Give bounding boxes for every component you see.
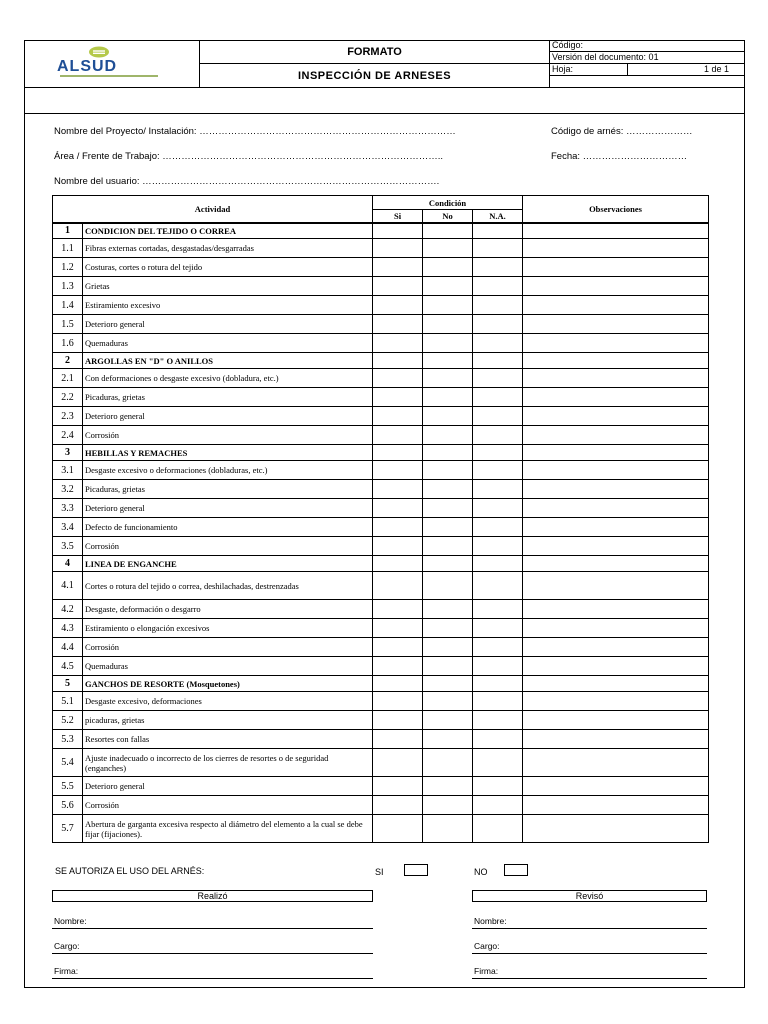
section-row bbox=[53, 353, 709, 369]
table-row bbox=[53, 499, 709, 518]
observaciones-cell[interactable] bbox=[523, 369, 709, 388]
no-cell[interactable] bbox=[423, 572, 473, 600]
item-number: 1.3 bbox=[53, 277, 83, 296]
na-cell[interactable] bbox=[473, 353, 523, 369]
codigo-label: Código: bbox=[550, 40, 745, 52]
authorize-no-label: NO bbox=[474, 867, 488, 877]
alsud-logo-icon bbox=[88, 46, 110, 58]
table-row bbox=[53, 258, 709, 277]
si-cell[interactable] bbox=[373, 445, 423, 461]
item-number: 4 bbox=[53, 556, 83, 572]
item-number: 5.3 bbox=[53, 730, 83, 749]
item-description: Quemaduras bbox=[83, 657, 373, 676]
item-description: Costuras, cortes o rotura del tejido bbox=[83, 258, 373, 277]
realizo-firma-line[interactable] bbox=[52, 978, 373, 979]
table-row bbox=[53, 537, 709, 556]
item-number: 2.1 bbox=[53, 369, 83, 388]
no-cell[interactable] bbox=[423, 445, 473, 461]
authorize-no-checkbox[interactable] bbox=[504, 864, 528, 876]
table-row bbox=[53, 657, 709, 676]
si-cell[interactable] bbox=[373, 223, 423, 239]
section-title: LINEA DE ENGANCHE bbox=[83, 556, 373, 572]
na-cell[interactable] bbox=[473, 223, 523, 239]
observaciones-cell[interactable] bbox=[523, 777, 709, 796]
table-row bbox=[53, 711, 709, 730]
section-row bbox=[53, 223, 709, 239]
na-cell[interactable] bbox=[473, 407, 523, 426]
no-cell[interactable] bbox=[423, 692, 473, 711]
item-description: Abertura de garganta excesiva respecto al diámetro del elemento a la cual se debe fijar (fijaciones). bbox=[83, 815, 373, 843]
item-description: Deterioro general bbox=[83, 315, 373, 334]
na-cell[interactable] bbox=[473, 445, 523, 461]
harness-code-field[interactable]: Código de arnés: ………………… bbox=[551, 126, 693, 137]
section-row bbox=[53, 556, 709, 572]
na-cell[interactable] bbox=[473, 296, 523, 315]
item-number: 4.1 bbox=[53, 572, 83, 600]
na-cell[interactable] bbox=[473, 461, 523, 480]
si-cell[interactable] bbox=[373, 537, 423, 556]
si-cell[interactable] bbox=[373, 277, 423, 296]
item-description: Corrosión bbox=[83, 537, 373, 556]
na-cell[interactable] bbox=[473, 480, 523, 499]
table-row bbox=[53, 692, 709, 711]
hoja-label: Hoja: bbox=[550, 64, 745, 76]
item-number: 4.5 bbox=[53, 657, 83, 676]
item-description: Quemaduras bbox=[83, 334, 373, 353]
item-number: 3.2 bbox=[53, 480, 83, 499]
form-title: INSPECCIÓN DE ARNESES bbox=[297, 70, 452, 82]
item-description: Picaduras, grietas bbox=[83, 388, 373, 407]
table-row bbox=[53, 480, 709, 499]
col-no: No bbox=[423, 210, 473, 223]
si-cell[interactable] bbox=[373, 730, 423, 749]
si-cell[interactable] bbox=[373, 556, 423, 572]
si-cell[interactable] bbox=[373, 258, 423, 277]
na-cell[interactable] bbox=[473, 258, 523, 277]
observaciones-cell[interactable] bbox=[523, 537, 709, 556]
no-cell[interactable] bbox=[423, 426, 473, 445]
si-cell[interactable] bbox=[373, 499, 423, 518]
item-description: Fibras externas cortadas, desgastadas/desgarradas bbox=[83, 239, 373, 258]
project-field[interactable]: Nombre del Proyecto/ Instalación: ……………………………………………………………………… bbox=[54, 126, 456, 137]
item-description: Desgaste, deformación o desgarro bbox=[83, 600, 373, 619]
item-number: 1.4 bbox=[53, 296, 83, 315]
na-cell[interactable] bbox=[473, 369, 523, 388]
observaciones-cell[interactable] bbox=[523, 239, 709, 258]
no-cell[interactable] bbox=[423, 619, 473, 638]
realizo-cargo-line[interactable] bbox=[52, 953, 373, 954]
na-cell[interactable] bbox=[473, 239, 523, 258]
no-cell[interactable] bbox=[423, 369, 473, 388]
no-cell[interactable] bbox=[423, 277, 473, 296]
item-description: Resortes con fallas bbox=[83, 730, 373, 749]
table-row bbox=[53, 600, 709, 619]
table-row bbox=[53, 239, 709, 258]
observaciones-cell[interactable] bbox=[523, 518, 709, 537]
col-actividad: Actividad bbox=[53, 196, 373, 223]
hoja-value: 1 de 1 bbox=[627, 64, 745, 76]
si-cell[interactable] bbox=[373, 711, 423, 730]
item-description: Cortes o rotura del tejido o correa, deshilachadas, destrenzadas bbox=[83, 572, 373, 600]
item-description: Corrosión bbox=[83, 796, 373, 815]
observaciones-cell[interactable] bbox=[523, 749, 709, 777]
observaciones-cell[interactable] bbox=[523, 572, 709, 600]
no-cell[interactable] bbox=[423, 296, 473, 315]
item-number: 2.3 bbox=[53, 407, 83, 426]
item-description: Desgaste excesivo o deformaciones (dobladuras, etc.) bbox=[83, 461, 373, 480]
item-number: 5.1 bbox=[53, 692, 83, 711]
observaciones-cell[interactable] bbox=[523, 223, 709, 239]
reviso-nombre-label: Nombre: bbox=[474, 916, 507, 926]
section-title: ARGOLLAS EN "D" O ANILLOS bbox=[83, 353, 373, 369]
observaciones-cell[interactable] bbox=[523, 657, 709, 676]
no-cell[interactable] bbox=[423, 730, 473, 749]
table-row bbox=[53, 296, 709, 315]
observaciones-cell[interactable] bbox=[523, 353, 709, 369]
item-number: 5.5 bbox=[53, 777, 83, 796]
observaciones-cell[interactable] bbox=[523, 388, 709, 407]
section-row bbox=[53, 676, 709, 692]
logo-tagline bbox=[60, 75, 158, 77]
si-cell[interactable] bbox=[373, 407, 423, 426]
realizo-cargo-label: Cargo: bbox=[54, 941, 80, 951]
realizo-nombre-label: Nombre: bbox=[54, 916, 87, 926]
si-cell[interactable] bbox=[373, 815, 423, 843]
observaciones-cell[interactable] bbox=[523, 676, 709, 692]
na-cell[interactable] bbox=[473, 730, 523, 749]
item-description: Estiramiento excesivo bbox=[83, 296, 373, 315]
si-cell[interactable] bbox=[373, 334, 423, 353]
user-name-field[interactable]: Nombre del usuario: …………………………………………………………………………………. bbox=[54, 176, 440, 187]
no-cell[interactable] bbox=[423, 353, 473, 369]
form-type: FORMATO bbox=[200, 40, 549, 64]
table-row bbox=[53, 796, 709, 815]
table-row bbox=[53, 619, 709, 638]
si-cell[interactable] bbox=[373, 692, 423, 711]
observaciones-cell[interactable] bbox=[523, 556, 709, 572]
observaciones-cell[interactable] bbox=[523, 445, 709, 461]
title-cell bbox=[200, 40, 550, 88]
no-cell[interactable] bbox=[423, 815, 473, 843]
col-si: Si bbox=[373, 210, 423, 223]
si-cell[interactable] bbox=[373, 518, 423, 537]
na-cell[interactable] bbox=[473, 676, 523, 692]
no-cell[interactable] bbox=[423, 657, 473, 676]
observaciones-cell[interactable] bbox=[523, 619, 709, 638]
item-description: Con deformaciones o desgaste excesivo (dobladura, etc.) bbox=[83, 369, 373, 388]
item-number: 3 bbox=[53, 445, 83, 461]
item-number: 5.2 bbox=[53, 711, 83, 730]
no-cell[interactable] bbox=[423, 315, 473, 334]
header-band bbox=[24, 88, 745, 114]
table-row bbox=[53, 461, 709, 480]
observaciones-cell[interactable] bbox=[523, 334, 709, 353]
si-cell[interactable] bbox=[373, 388, 423, 407]
na-cell[interactable] bbox=[473, 572, 523, 600]
item-number: 1.6 bbox=[53, 334, 83, 353]
no-cell[interactable] bbox=[423, 461, 473, 480]
item-description: Picaduras, grietas bbox=[83, 480, 373, 499]
table-row bbox=[53, 749, 709, 777]
si-cell[interactable] bbox=[373, 777, 423, 796]
na-cell[interactable] bbox=[473, 600, 523, 619]
no-cell[interactable] bbox=[423, 407, 473, 426]
table-row bbox=[53, 572, 709, 600]
si-cell[interactable] bbox=[373, 676, 423, 692]
item-number: 2.2 bbox=[53, 388, 83, 407]
na-cell[interactable] bbox=[473, 499, 523, 518]
meta-cell bbox=[550, 40, 745, 88]
item-description: Corrosión bbox=[83, 638, 373, 657]
table-row bbox=[53, 777, 709, 796]
observaciones-cell[interactable] bbox=[523, 600, 709, 619]
na-cell[interactable] bbox=[473, 777, 523, 796]
table-row bbox=[53, 518, 709, 537]
date-field[interactable]: Fecha: …………………………… bbox=[551, 151, 688, 162]
si-cell[interactable] bbox=[373, 572, 423, 600]
item-number: 1.2 bbox=[53, 258, 83, 277]
observaciones-cell[interactable] bbox=[523, 711, 709, 730]
observaciones-cell[interactable] bbox=[523, 296, 709, 315]
item-number: 5 bbox=[53, 676, 83, 692]
no-cell[interactable] bbox=[423, 258, 473, 277]
reviso-cargo-label: Cargo: bbox=[474, 941, 500, 951]
no-cell[interactable] bbox=[423, 711, 473, 730]
table-row bbox=[53, 315, 709, 334]
realizo-nombre-line[interactable] bbox=[52, 928, 373, 929]
observaciones-cell[interactable] bbox=[523, 638, 709, 657]
no-cell[interactable] bbox=[423, 223, 473, 239]
si-cell[interactable] bbox=[373, 619, 423, 638]
form-header bbox=[24, 40, 745, 88]
table-row bbox=[53, 407, 709, 426]
reviso-firma-line[interactable] bbox=[472, 978, 707, 979]
si-cell[interactable] bbox=[373, 461, 423, 480]
reviso-nombre-line[interactable] bbox=[472, 928, 707, 929]
item-description: Corrosión bbox=[83, 426, 373, 445]
no-cell[interactable] bbox=[423, 518, 473, 537]
table-row bbox=[53, 369, 709, 388]
reviso-firma-label: Firma: bbox=[474, 966, 499, 976]
si-cell[interactable] bbox=[373, 638, 423, 657]
table-row bbox=[53, 388, 709, 407]
item-number: 5.4 bbox=[53, 749, 83, 777]
na-cell[interactable] bbox=[473, 815, 523, 843]
observaciones-cell[interactable] bbox=[523, 277, 709, 296]
na-cell[interactable] bbox=[473, 315, 523, 334]
item-number: 3.1 bbox=[53, 461, 83, 480]
logo-cell bbox=[24, 40, 200, 88]
col-observaciones: Observaciones bbox=[523, 196, 709, 223]
authorize-si-label: SI bbox=[375, 867, 384, 877]
observaciones-cell[interactable] bbox=[523, 796, 709, 815]
observaciones-cell[interactable] bbox=[523, 499, 709, 518]
table-row bbox=[53, 730, 709, 749]
logo-brand: ALSUD bbox=[57, 58, 118, 75]
si-cell[interactable] bbox=[373, 426, 423, 445]
item-number: 5.6 bbox=[53, 796, 83, 815]
na-cell[interactable] bbox=[473, 388, 523, 407]
version-label: Versión del documento: 01 bbox=[550, 52, 745, 64]
item-number: 5.7 bbox=[53, 815, 83, 843]
observaciones-cell[interactable] bbox=[523, 315, 709, 334]
section-title: HEBILLAS Y REMACHES bbox=[83, 445, 373, 461]
si-cell[interactable] bbox=[373, 296, 423, 315]
table-row bbox=[53, 815, 709, 843]
item-number: 1.1 bbox=[53, 239, 83, 258]
col-na: N.A. bbox=[473, 210, 523, 223]
na-cell[interactable] bbox=[473, 692, 523, 711]
na-cell[interactable] bbox=[473, 796, 523, 815]
no-cell[interactable] bbox=[423, 556, 473, 572]
observaciones-cell[interactable] bbox=[523, 815, 709, 843]
section-title: CONDICION DEL TEJIDO O CORREA bbox=[83, 223, 373, 239]
section-title: GANCHOS DE RESORTE (Mosquetones) bbox=[83, 676, 373, 692]
section-row bbox=[53, 445, 709, 461]
no-cell[interactable] bbox=[423, 499, 473, 518]
no-cell[interactable] bbox=[423, 796, 473, 815]
work-area-field[interactable]: Área / Frente de Trabajo: …………………………………………………………………………….. bbox=[54, 151, 444, 162]
na-cell[interactable] bbox=[473, 619, 523, 638]
no-cell[interactable] bbox=[423, 749, 473, 777]
item-number: 1 bbox=[53, 223, 83, 239]
si-cell[interactable] bbox=[373, 353, 423, 369]
observaciones-cell[interactable] bbox=[523, 407, 709, 426]
item-number: 2.4 bbox=[53, 426, 83, 445]
reviso-cargo-line[interactable] bbox=[472, 953, 707, 954]
inspection-table bbox=[52, 195, 709, 843]
observaciones-cell[interactable] bbox=[523, 258, 709, 277]
item-number: 3.3 bbox=[53, 499, 83, 518]
no-cell[interactable] bbox=[423, 777, 473, 796]
item-description: Deterioro general bbox=[83, 407, 373, 426]
no-cell[interactable] bbox=[423, 239, 473, 258]
table-row bbox=[53, 426, 709, 445]
realizo-firma-label: Firma: bbox=[54, 966, 79, 976]
realizo-header: Realizó bbox=[52, 890, 373, 902]
si-cell[interactable] bbox=[373, 315, 423, 334]
si-cell[interactable] bbox=[373, 239, 423, 258]
na-cell[interactable] bbox=[473, 638, 523, 657]
no-cell[interactable] bbox=[423, 600, 473, 619]
item-number: 1.5 bbox=[53, 315, 83, 334]
item-description: picaduras, grietas bbox=[83, 711, 373, 730]
item-number: 4.2 bbox=[53, 600, 83, 619]
na-cell[interactable] bbox=[473, 277, 523, 296]
authorize-label: SE AUTORIZA EL USO DEL ARNÉS: bbox=[55, 866, 205, 876]
col-condicion: Condición bbox=[373, 196, 523, 210]
si-cell[interactable] bbox=[373, 657, 423, 676]
na-cell[interactable] bbox=[473, 749, 523, 777]
na-cell[interactable] bbox=[473, 334, 523, 353]
na-cell[interactable] bbox=[473, 657, 523, 676]
na-cell[interactable] bbox=[473, 711, 523, 730]
no-cell[interactable] bbox=[423, 537, 473, 556]
item-number: 4.4 bbox=[53, 638, 83, 657]
table-row bbox=[53, 638, 709, 657]
item-description: Desgaste excesivo, deformaciones bbox=[83, 692, 373, 711]
observaciones-cell[interactable] bbox=[523, 480, 709, 499]
table-row bbox=[53, 277, 709, 296]
item-description: Estiramiento o elongación excesivos bbox=[83, 619, 373, 638]
na-cell[interactable] bbox=[473, 518, 523, 537]
observaciones-cell[interactable] bbox=[523, 692, 709, 711]
item-number: 3.5 bbox=[53, 537, 83, 556]
table-row bbox=[53, 334, 709, 353]
no-cell[interactable] bbox=[423, 480, 473, 499]
item-number: 2 bbox=[53, 353, 83, 369]
si-cell[interactable] bbox=[373, 600, 423, 619]
no-cell[interactable] bbox=[423, 388, 473, 407]
no-cell[interactable] bbox=[423, 638, 473, 657]
na-cell[interactable] bbox=[473, 556, 523, 572]
item-number: 3.4 bbox=[53, 518, 83, 537]
no-cell[interactable] bbox=[423, 334, 473, 353]
na-cell[interactable] bbox=[473, 426, 523, 445]
inspection-rows bbox=[53, 223, 709, 843]
si-cell[interactable] bbox=[373, 749, 423, 777]
authorize-si-checkbox[interactable] bbox=[404, 864, 428, 876]
item-description: Defecto de funcionamiento bbox=[83, 518, 373, 537]
no-cell[interactable] bbox=[423, 676, 473, 692]
si-cell[interactable] bbox=[373, 480, 423, 499]
item-description: Ajuste inadecuado o incorrecto de los cierres de resortes o de seguridad (enganches) bbox=[83, 749, 373, 777]
observaciones-cell[interactable] bbox=[523, 426, 709, 445]
si-cell[interactable] bbox=[373, 796, 423, 815]
item-description: Deterioro general bbox=[83, 499, 373, 518]
na-cell[interactable] bbox=[473, 537, 523, 556]
reviso-header: Revisó bbox=[472, 890, 707, 902]
observaciones-cell[interactable] bbox=[523, 461, 709, 480]
item-description: Deterioro general bbox=[83, 777, 373, 796]
item-number: 4.3 bbox=[53, 619, 83, 638]
si-cell[interactable] bbox=[373, 369, 423, 388]
observaciones-cell[interactable] bbox=[523, 730, 709, 749]
item-description: Grietas bbox=[83, 277, 373, 296]
